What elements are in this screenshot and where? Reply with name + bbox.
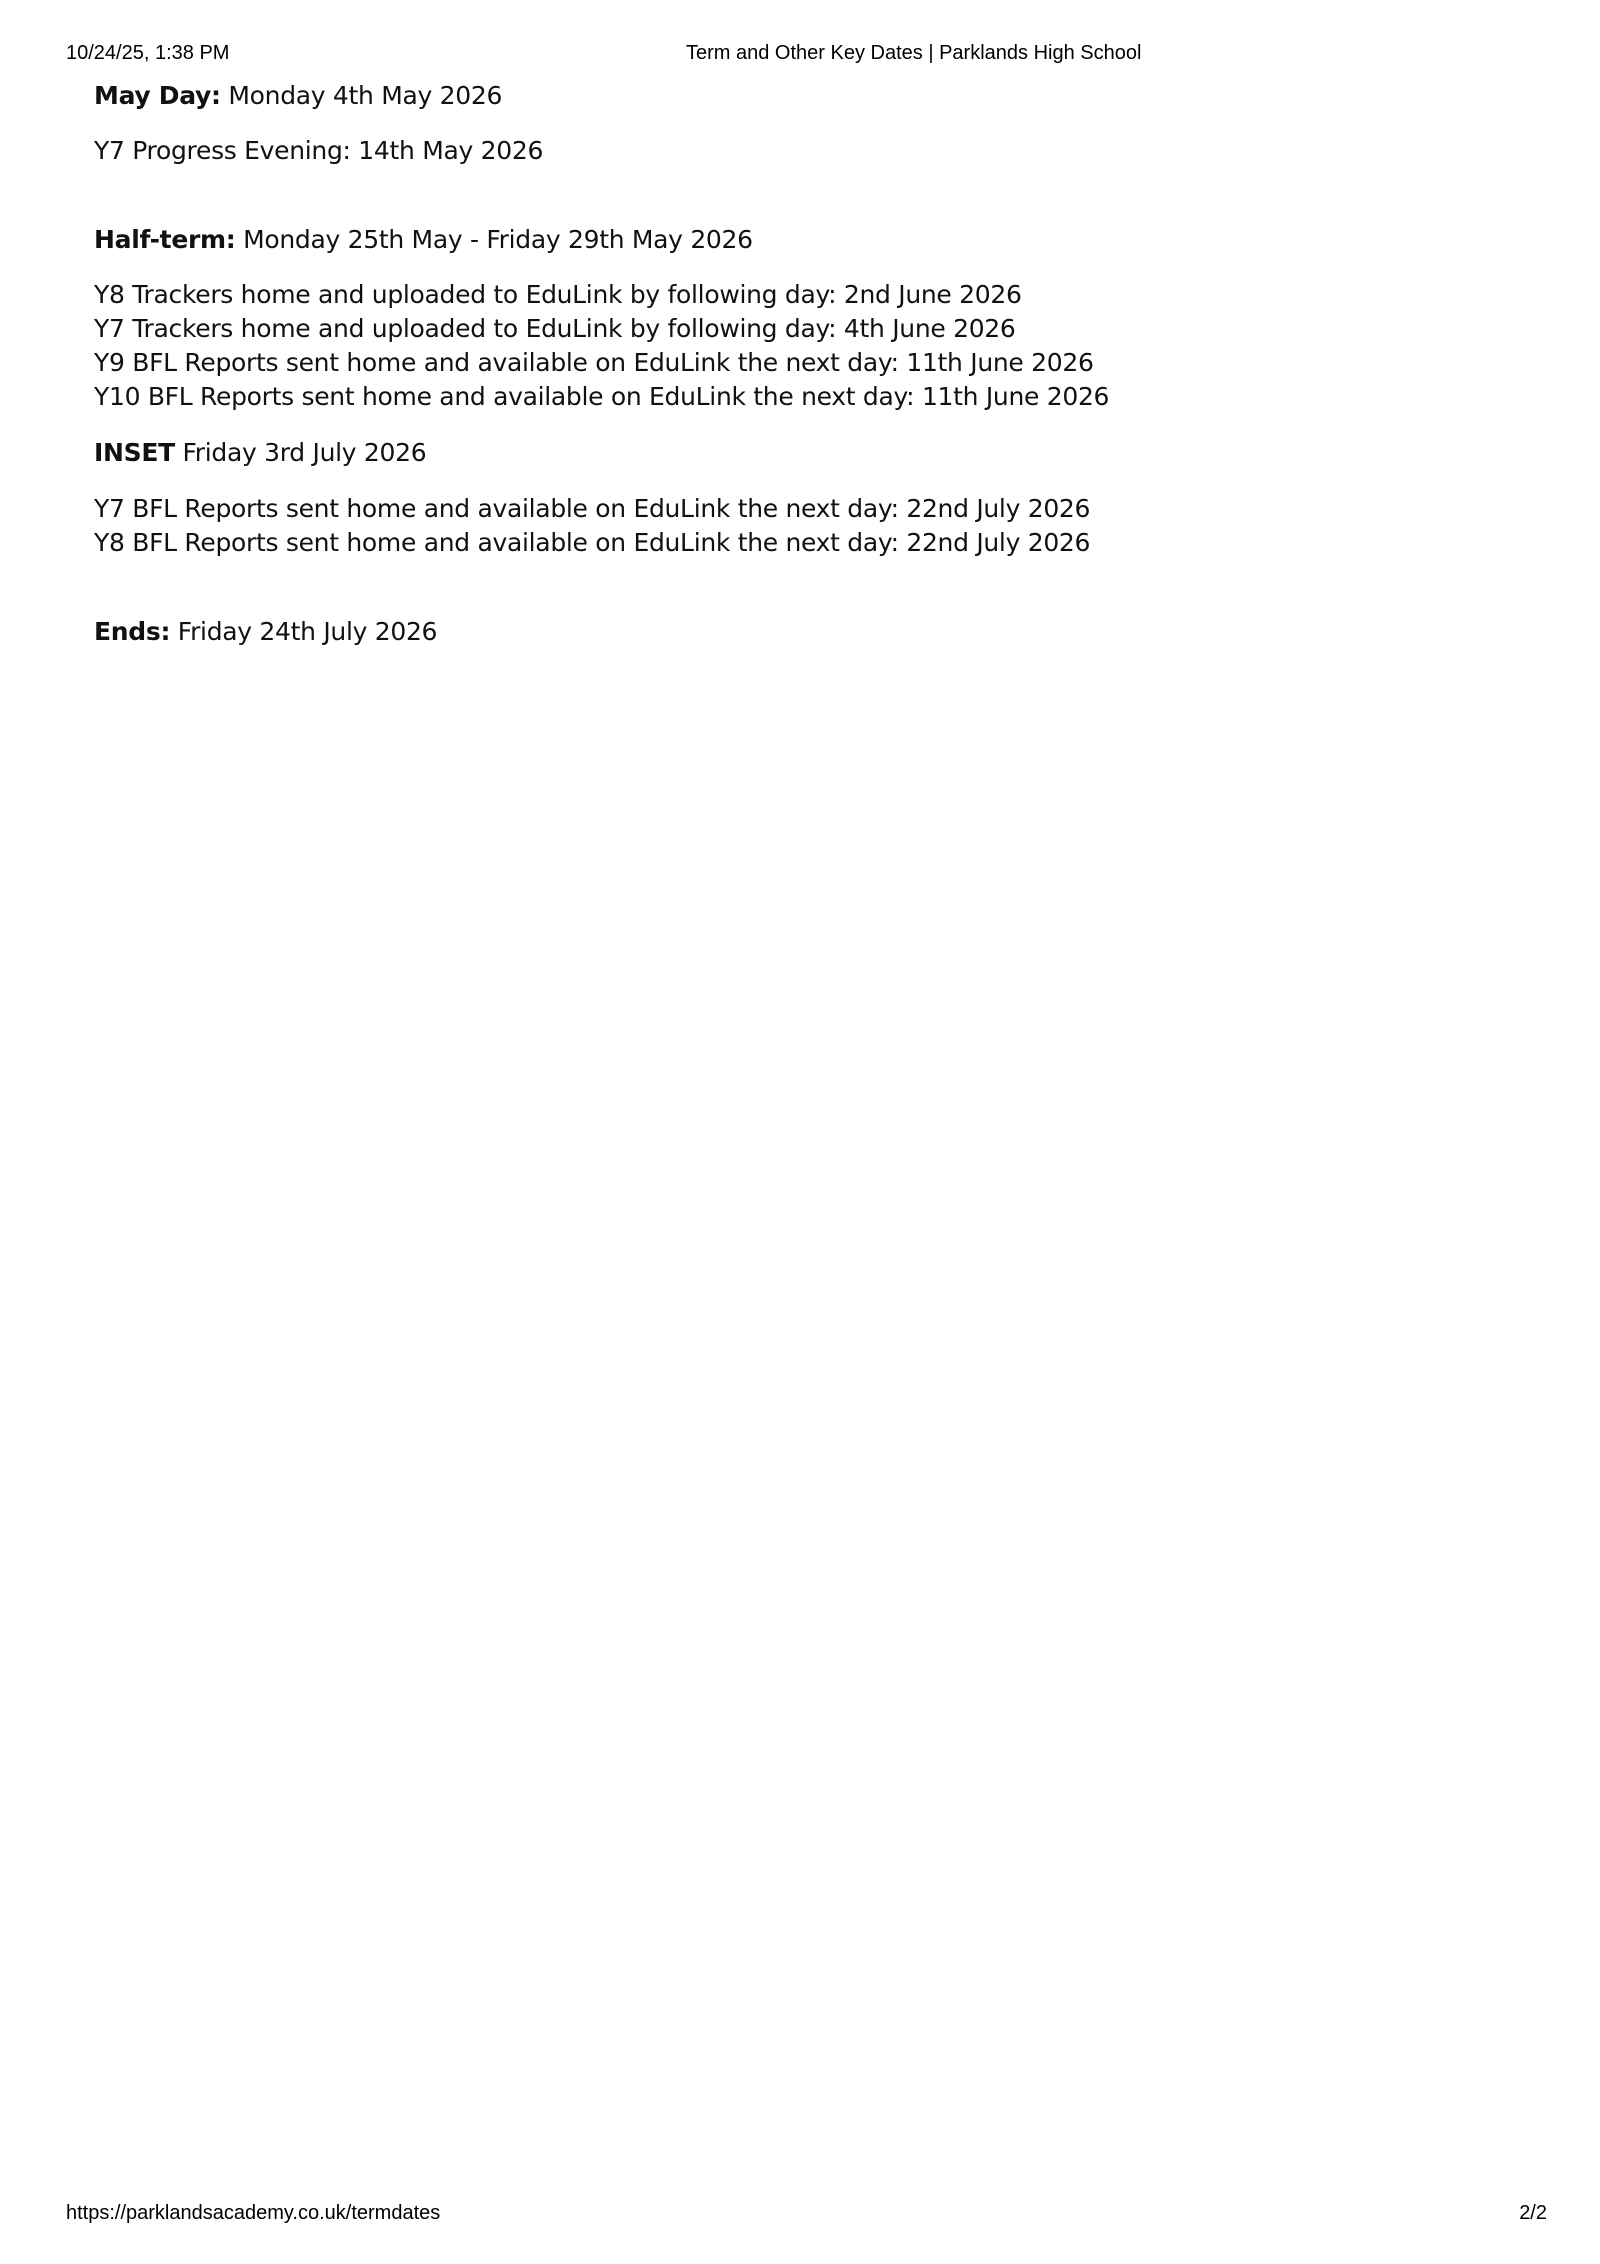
ends-label: Ends: bbox=[94, 617, 171, 646]
july-item: Y8 BFL Reports sent home and available on EduLink the next day: 22nd July 2026 bbox=[94, 528, 1091, 557]
half-term-label: Half-term: bbox=[94, 225, 236, 254]
june-item: Y10 BFL Reports sent home and available on EduLink the next day: 11th June 2026 bbox=[94, 382, 1110, 411]
print-page-title: Term and Other Key Dates | Parklands High School bbox=[686, 42, 1142, 64]
print-page-number: 2/2 bbox=[1519, 2202, 1547, 2224]
inset-line bbox=[94, 440, 426, 465]
half-term-line bbox=[94, 227, 753, 252]
inset-value: Friday 3rd July 2026 bbox=[174, 438, 427, 467]
ends-value: Friday 24th July 2026 bbox=[170, 617, 438, 646]
june-item: Y7 Trackers home and uploaded to EduLink by following day: 4th June 2026 bbox=[94, 314, 1016, 343]
june-item: Y8 Trackers home and uploaded to EduLink by following day: 2nd June 2026 bbox=[94, 280, 1022, 309]
july-item: Y7 BFL Reports sent home and available on EduLink the next day: 22nd July 2026 bbox=[94, 494, 1091, 523]
may-day-label: May Day: bbox=[94, 81, 221, 110]
may-day-value: Monday 4th May 2026 bbox=[220, 81, 503, 110]
ends-line bbox=[94, 619, 437, 644]
half-term-value: Monday 25th May - Friday 29th May 2026 bbox=[235, 225, 753, 254]
print-datetime: 10/24/25, 1:38 PM bbox=[66, 42, 230, 64]
print-footer-url: https://parklandsacademy.co.uk/termdates bbox=[66, 2202, 441, 2224]
june-item: Y9 BFL Reports sent home and available on EduLink the next day: 11th June 2026 bbox=[94, 348, 1094, 377]
y7-progress-line: Y7 Progress Evening: 14th May 2026 bbox=[94, 136, 544, 165]
inset-label: INSET bbox=[94, 438, 175, 467]
may-day-line bbox=[94, 83, 502, 108]
